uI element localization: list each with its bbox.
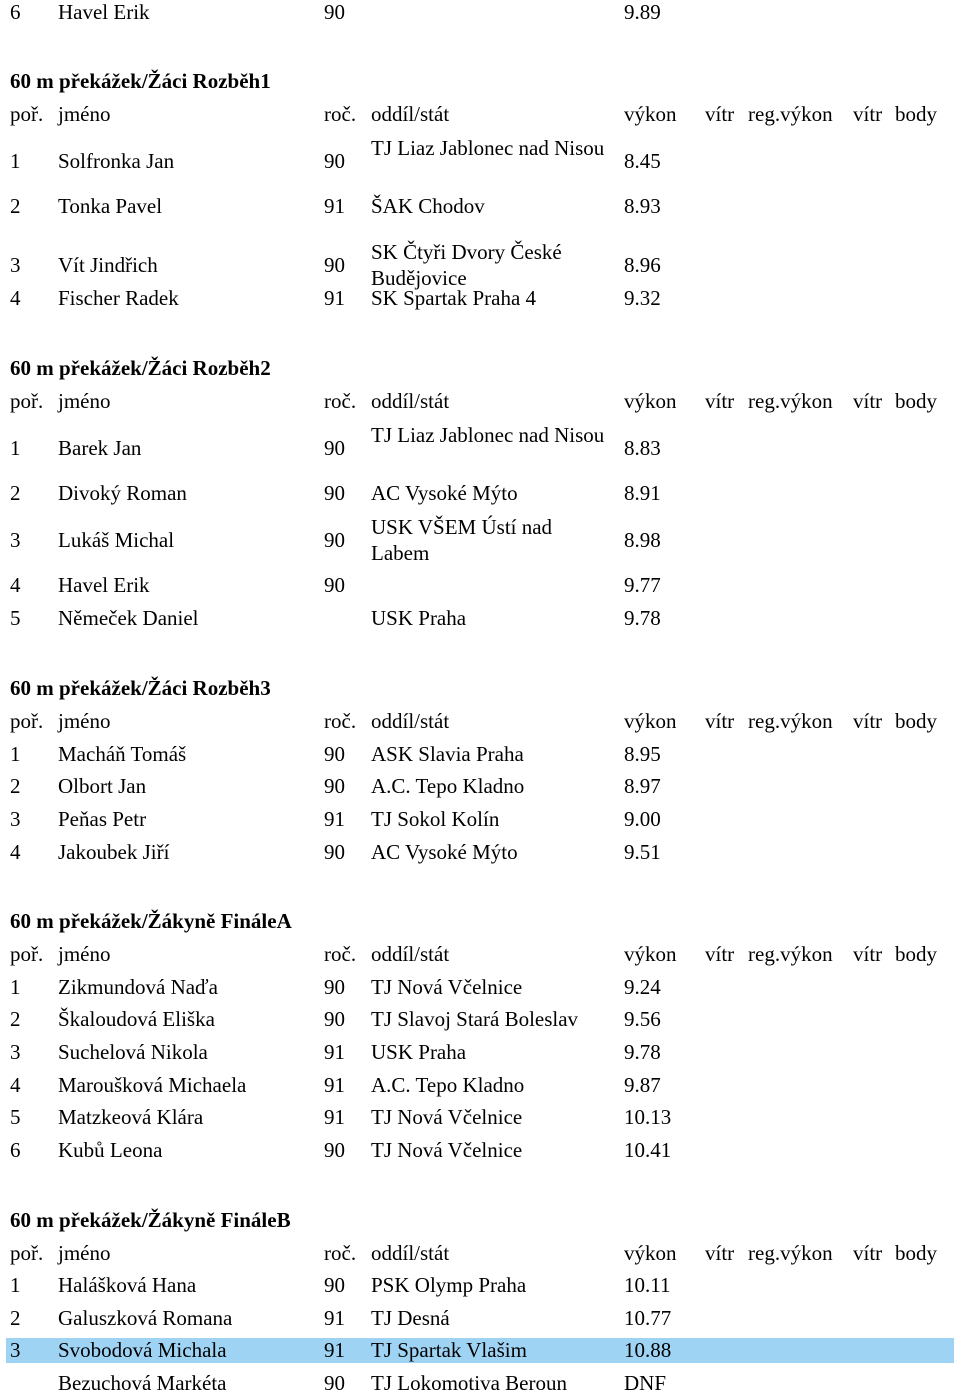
cell-oddil: TJ Nová Včelnice (371, 1105, 523, 1129)
cell-oddil: TJ Nová Včelnice (371, 975, 523, 999)
cell-vykon: 9.51 (624, 840, 661, 864)
cell-roc: 91 (324, 807, 345, 831)
cell-jmeno: Solfronka Jan (58, 149, 175, 173)
cell-roc: 90 (324, 481, 345, 505)
result-row (0, 194, 960, 219)
cell-oddil: TJ Desná (371, 1306, 450, 1330)
header-regvykon: reg.výkon (748, 1241, 833, 1265)
header-por: poř. (10, 1241, 44, 1265)
result-row (0, 1105, 960, 1130)
result-row (0, 286, 960, 311)
header-por: poř. (10, 102, 44, 126)
result-row (0, 136, 960, 188)
cell-por: 1 (10, 742, 21, 766)
header-body: body (895, 1241, 937, 1265)
cell-jmeno: Macháň Tomáš (58, 742, 187, 766)
cell-jmeno: Divoký Roman (58, 481, 187, 505)
cell-vykon: 9.87 (624, 1073, 661, 1097)
cell-vykon: 9.78 (624, 606, 661, 630)
cell-roc: 91 (324, 1105, 345, 1129)
cell-por: 1 (10, 436, 21, 460)
cell-por: 5 (10, 606, 21, 630)
cell-vykon: DNF (624, 1371, 667, 1395)
header-jmeno: jméno (58, 389, 111, 413)
header-body: body (895, 389, 937, 413)
header-oddil: oddíl/stát (371, 1241, 450, 1265)
header-vitr: vítr (705, 389, 735, 413)
cell-jmeno: Svobodová Michala (58, 1338, 227, 1362)
cell-roc: 90 (324, 1138, 345, 1162)
cell-jmeno: Tonka Pavel (58, 194, 163, 218)
header-vykon: výkon (624, 389, 677, 413)
cell-oddil: PSK Olymp Praha (371, 1273, 527, 1297)
cell-vykon: 9.78 (624, 1040, 661, 1064)
result-row (0, 1138, 960, 1163)
cell-jmeno: Halášková Hana (58, 1273, 197, 1297)
cell-por: 1 (10, 975, 21, 999)
cell-vykon: 9.00 (624, 807, 661, 831)
column-header-row (0, 942, 960, 967)
cell-oddil: TJ Liaz Jablonec nad Nisou (371, 423, 605, 447)
result-row (0, 240, 960, 292)
result-row (0, 840, 960, 865)
cell-roc: 91 (324, 1073, 345, 1097)
cell-por: 3 (10, 1040, 21, 1064)
cell-roc: 91 (324, 286, 345, 310)
cell-por: 4 (10, 840, 21, 864)
cell-oddil: ASK Slavia Praha (371, 742, 524, 766)
cell-oddil: USK VŠEM Ústí nad Labem (371, 515, 553, 565)
cell-roc: 90 (324, 253, 345, 277)
cell-roc: 90 (324, 975, 345, 999)
result-row (0, 1007, 960, 1032)
header-oddil: oddíl/stát (371, 389, 450, 413)
header-roc: roč. (324, 942, 357, 966)
header-vitr2: vítr (853, 102, 883, 126)
header-oddil: oddíl/stát (371, 709, 450, 733)
cell-vykon: 8.98 (624, 528, 661, 552)
cell-vykon: 9.32 (624, 286, 661, 310)
header-body: body (895, 102, 937, 126)
header-vykon: výkon (624, 942, 677, 966)
column-header-row (0, 1241, 960, 1266)
result-row (0, 1073, 960, 1098)
cell-oddil: A.C. Tepo Kladno (371, 774, 525, 798)
cell-roc: 90 (324, 0, 345, 24)
header-regvykon: reg.výkon (748, 942, 833, 966)
cell-por: 1 (10, 149, 21, 173)
cell-jmeno: Kubů Leona (58, 1138, 163, 1162)
header-vykon: výkon (624, 102, 677, 126)
cell-oddil: TJ Nová Včelnice (371, 1138, 523, 1162)
cell-por: 3 (10, 528, 21, 552)
header-jmeno: jméno (58, 102, 111, 126)
cell-vykon: 8.45 (624, 149, 661, 173)
column-header-row (0, 102, 960, 127)
result-row (0, 515, 960, 567)
column-header-row (0, 709, 960, 734)
cell-oddil: TJ Lokomotiva Beroun (371, 1371, 567, 1395)
header-vitr: vítr (705, 1241, 735, 1265)
cell-jmeno: Peňas Petr (58, 807, 147, 831)
header-jmeno: jméno (58, 1241, 111, 1265)
cell-por: 6 (10, 0, 21, 24)
header-vykon: výkon (624, 709, 677, 733)
cell-roc: 90 (324, 149, 345, 173)
result-row (0, 423, 960, 475)
header-roc: roč. (324, 709, 357, 733)
cell-vykon: 9.89 (624, 0, 661, 24)
header-roc: roč. (324, 102, 357, 126)
cell-jmeno: Bezuchová Markéta (58, 1371, 227, 1395)
cell-por: 5 (10, 1105, 21, 1129)
cell-jmeno: Havel Erik (58, 573, 150, 597)
section-title: 60 m překážek/Žáci Rozběh2 (10, 356, 271, 380)
cell-por: 3 (10, 253, 21, 277)
header-oddil: oddíl/stát (371, 102, 450, 126)
result-row (0, 1040, 960, 1065)
cell-oddil: A.C. Tepo Kladno (371, 1073, 525, 1097)
result-row (0, 606, 960, 631)
cell-vykon: 8.96 (624, 253, 661, 277)
cell-roc: 91 (324, 194, 345, 218)
header-vitr2: vítr (853, 942, 883, 966)
cell-por: 6 (10, 1138, 21, 1162)
cell-por: 3 (10, 807, 21, 831)
result-row (0, 1371, 960, 1396)
result-row (0, 0, 960, 25)
result-row (0, 481, 960, 506)
result-row (0, 1306, 960, 1331)
cell-oddil: TJ Liaz Jablonec nad Nisou (371, 136, 605, 160)
cell-oddil: USK Praha (371, 1040, 467, 1064)
header-por: poř. (10, 942, 44, 966)
header-jmeno: jméno (58, 942, 111, 966)
cell-oddil: USK Praha (371, 606, 467, 630)
cell-vykon: 10.88 (624, 1338, 672, 1362)
cell-roc: 90 (324, 840, 345, 864)
cell-jmeno: Matzkeová Klára (58, 1105, 204, 1129)
header-vitr: vítr (705, 942, 735, 966)
cell-por: 2 (10, 1306, 21, 1330)
cell-por: 2 (10, 481, 21, 505)
cell-oddil: SK Spartak Praha 4 (371, 286, 537, 310)
cell-por: 1 (10, 1273, 21, 1297)
cell-roc: 90 (324, 528, 345, 552)
cell-roc: 91 (324, 1040, 345, 1064)
cell-vykon: 9.77 (624, 573, 661, 597)
cell-roc: 90 (324, 436, 345, 460)
cell-roc: 90 (324, 742, 345, 766)
header-vitr2: vítr (853, 1241, 883, 1265)
header-regvykon: reg.výkon (748, 102, 833, 126)
cell-jmeno: Vít Jindřich (58, 253, 158, 277)
section-title: 60 m překážek/Žákyně FináleA (10, 909, 292, 933)
cell-oddil: TJ Slavoj Stará Boleslav (371, 1007, 579, 1031)
cell-jmeno: Jakoubek Jiří (58, 840, 170, 864)
cell-vykon: 8.91 (624, 481, 661, 505)
cell-vykon: 8.95 (624, 742, 661, 766)
header-vitr: vítr (705, 709, 735, 733)
cell-vykon: 8.93 (624, 194, 661, 218)
cell-vykon: 10.13 (624, 1105, 672, 1129)
cell-jmeno: Galuszková Romana (58, 1306, 233, 1330)
cell-roc: 90 (324, 573, 345, 597)
cell-por: 2 (10, 774, 21, 798)
section-title: 60 m překážek/Žáci Rozběh1 (10, 69, 271, 93)
cell-oddil: SK Čtyři Dvory České Budějovice (371, 240, 562, 290)
header-vitr2: vítr (853, 389, 883, 413)
cell-jmeno: Lukáš Michal (58, 528, 175, 552)
cell-jmeno: Němeček Daniel (58, 606, 199, 630)
cell-por: 4 (10, 1073, 21, 1097)
cell-roc: 90 (324, 774, 345, 798)
header-por: poř. (10, 709, 44, 733)
cell-jmeno: Škaloudová Eliška (58, 1007, 215, 1031)
header-jmeno: jméno (58, 709, 111, 733)
cell-jmeno: Maroušková Michaela (58, 1073, 247, 1097)
cell-vykon: 8.83 (624, 436, 661, 460)
cell-por: 2 (10, 194, 21, 218)
header-vykon: výkon (624, 1241, 677, 1265)
cell-vykon: 10.11 (624, 1273, 671, 1297)
cell-oddil: TJ Sokol Kolín (371, 807, 500, 831)
cell-vykon: 10.77 (624, 1306, 672, 1330)
cell-oddil: AC Vysoké Mýto (371, 481, 518, 505)
cell-jmeno: Zikmundová Naďa (58, 975, 218, 999)
header-por: poř. (10, 389, 44, 413)
cell-vykon: 9.24 (624, 975, 661, 999)
header-body: body (895, 709, 937, 733)
header-regvykon: reg.výkon (748, 389, 833, 413)
cell-por: 4 (10, 573, 21, 597)
header-vitr2: vítr (853, 709, 883, 733)
cell-jmeno: Fischer Radek (58, 286, 179, 310)
section-title: 60 m překážek/Žáci Rozběh3 (10, 676, 271, 700)
cell-jmeno: Barek Jan (58, 436, 142, 460)
cell-oddil: AC Vysoké Mýto (371, 840, 518, 864)
cell-vykon: 9.56 (624, 1007, 661, 1031)
cell-roc: 90 (324, 1273, 345, 1297)
header-roc: roč. (324, 1241, 357, 1265)
result-row (0, 1273, 960, 1298)
result-row-highlighted (6, 1338, 954, 1363)
result-row (0, 975, 960, 1000)
cell-por: 4 (10, 286, 21, 310)
result-row (0, 807, 960, 832)
cell-roc: 90 (324, 1007, 345, 1031)
cell-roc: 90 (324, 1371, 345, 1395)
cell-jmeno: Olbort Jan (58, 774, 147, 798)
header-oddil: oddíl/stát (371, 942, 450, 966)
result-row (0, 742, 960, 767)
header-regvykon: reg.výkon (748, 709, 833, 733)
section-title: 60 m překážek/Žákyně FináleB (10, 1208, 291, 1232)
header-roc: roč. (324, 389, 357, 413)
result-row (0, 774, 960, 799)
cell-oddil: ŠAK Chodov (371, 194, 485, 218)
header-body: body (895, 942, 937, 966)
cell-jmeno: Suchelová Nikola (58, 1040, 208, 1064)
cell-por: 3 (10, 1338, 21, 1362)
cell-roc: 91 (324, 1338, 345, 1362)
header-vitr: vítr (705, 102, 735, 126)
cell-oddil: TJ Spartak Vlašim (371, 1338, 527, 1362)
cell-jmeno: Havel Erik (58, 0, 150, 24)
result-row (0, 573, 960, 598)
cell-por: 2 (10, 1007, 21, 1031)
column-header-row (0, 389, 960, 414)
cell-vykon: 8.97 (624, 774, 661, 798)
cell-vykon: 10.41 (624, 1138, 672, 1162)
cell-roc: 91 (324, 1306, 345, 1330)
